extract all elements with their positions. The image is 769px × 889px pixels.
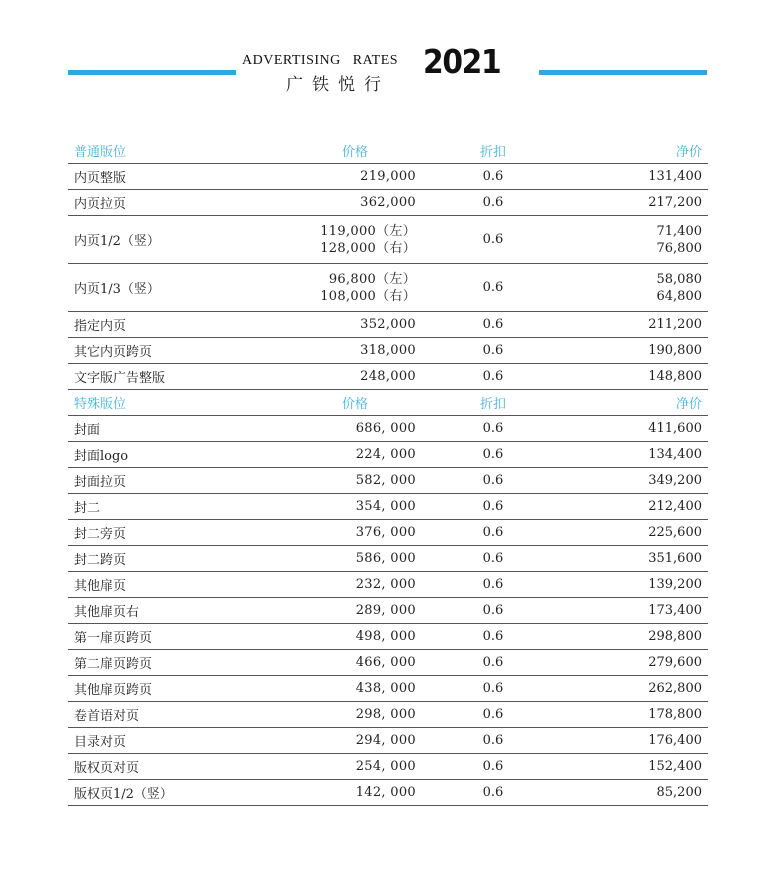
net-line: 349,200	[648, 473, 702, 488]
section-header-row	[68, 390, 708, 416]
price-line: 686, 000	[355, 421, 416, 436]
cell-placement: 卷首语对页	[74, 709, 140, 724]
cell-discount: 0.6	[482, 473, 504, 488]
cell-placement: 版权页1/2（竖）	[74, 787, 173, 802]
cell-discount: 0.6	[482, 551, 504, 566]
cell-net	[572, 338, 702, 363]
column-header-name: 特殊版位	[74, 397, 127, 412]
cell-net	[572, 754, 702, 779]
net-line: 212,400	[648, 499, 702, 514]
cell-net	[572, 728, 702, 753]
cell-net	[572, 598, 702, 623]
cell-discount: 0.6	[482, 733, 504, 748]
cell-net	[572, 780, 702, 805]
cell-price	[306, 598, 416, 623]
column-header-net: 净价	[675, 145, 702, 160]
cell-placement: 内页整版	[74, 171, 127, 186]
price-line: 224, 000	[355, 447, 416, 462]
rates-table	[68, 138, 708, 806]
cell-price	[306, 676, 416, 701]
net-line: 71,400	[656, 223, 702, 239]
column-header-price: 价格	[341, 397, 368, 412]
cell-net	[572, 494, 702, 519]
net-line: 139,200	[648, 577, 702, 592]
cell-discount: 0.6	[482, 169, 504, 184]
net-line: 411,600	[648, 421, 702, 436]
cell-placement: 封面logo	[74, 449, 129, 464]
cell-price	[306, 780, 416, 805]
cell-discount: 0.6	[482, 343, 504, 358]
cell-discount: 0.6	[482, 577, 504, 592]
table-row	[68, 780, 708, 806]
net-line: 85,200	[656, 785, 702, 800]
price-line: 582, 000	[355, 473, 416, 488]
price-line: 352,000	[360, 317, 416, 332]
cell-placement: 其他扉页右	[74, 605, 140, 620]
cell-price	[306, 190, 416, 215]
table-row	[68, 728, 708, 754]
net-line: 225,600	[648, 525, 702, 540]
table-row	[68, 264, 708, 312]
cell-discount: 0.6	[482, 681, 504, 696]
cell-placement: 其他扉页	[74, 579, 127, 594]
table-row	[68, 494, 708, 520]
table-row	[68, 546, 708, 572]
table-row	[68, 754, 708, 780]
cell-placement: 目录对页	[74, 735, 127, 750]
cell-price	[306, 416, 416, 441]
cell-net	[572, 364, 702, 389]
cell-net	[572, 312, 702, 337]
price-line: 254, 000	[355, 759, 416, 774]
cell-net	[572, 416, 702, 441]
header-accent-bar-right	[539, 70, 707, 75]
cell-discount: 0.6	[482, 195, 504, 210]
table-row	[68, 190, 708, 216]
net-line: 190,800	[648, 343, 702, 358]
price-line: 362,000	[360, 195, 416, 210]
table-row	[68, 598, 708, 624]
price-line: 108,000（右）	[320, 288, 416, 304]
table-row	[68, 216, 708, 264]
header-accent-bar-left	[68, 70, 236, 75]
net-line: 148,800	[648, 369, 702, 384]
cell-price	[306, 468, 416, 493]
table-row	[68, 338, 708, 364]
rates-label: ADVERTISING RATES	[242, 53, 399, 68]
table-row	[68, 650, 708, 676]
net-line: 173,400	[648, 603, 702, 618]
cell-placement: 封二跨页	[74, 553, 127, 568]
price-line: 318,000	[360, 343, 416, 358]
cell-placement: 封二旁页	[74, 527, 127, 542]
cell-placement: 第二扉页跨页	[74, 657, 153, 672]
cell-discount: 0.6	[482, 280, 504, 295]
net-line: 262,800	[648, 681, 702, 696]
cell-discount: 0.6	[482, 707, 504, 722]
table-row	[68, 312, 708, 338]
net-line: 351,600	[648, 551, 702, 566]
cell-net	[572, 624, 702, 649]
cell-discount: 0.6	[482, 525, 504, 540]
cell-placement: 第一扉页跨页	[74, 631, 153, 646]
cell-discount: 0.6	[482, 369, 504, 384]
net-line: 217,200	[648, 195, 702, 210]
price-line: 289, 000	[355, 603, 416, 618]
table-row	[68, 624, 708, 650]
net-line: 131,400	[648, 169, 702, 184]
cell-price	[306, 728, 416, 753]
cell-price	[306, 754, 416, 779]
column-header-discount: 折扣	[479, 397, 506, 412]
cell-net	[572, 650, 702, 675]
cell-price	[306, 164, 416, 189]
cell-price	[306, 338, 416, 363]
net-line: 298,800	[648, 629, 702, 644]
cell-placement: 其他扉页跨页	[74, 683, 153, 698]
magazine-title: 广铁悦行	[286, 75, 390, 95]
cell-net	[572, 190, 702, 215]
price-line: 128,000（右）	[320, 240, 416, 256]
price-line: 466, 000	[355, 655, 416, 670]
cell-discount: 0.6	[482, 759, 504, 774]
cell-placement: 版权页对页	[74, 761, 140, 776]
cell-net	[572, 572, 702, 597]
net-line: 152,400	[648, 759, 702, 774]
net-line: 76,800	[656, 240, 702, 256]
cell-discount: 0.6	[482, 785, 504, 800]
cell-net	[572, 676, 702, 701]
price-line: 438, 000	[355, 681, 416, 696]
cell-placement: 内页1/2（竖）	[74, 234, 160, 249]
price-line: 142, 000	[355, 785, 416, 800]
cell-price	[306, 572, 416, 597]
table-row	[68, 520, 708, 546]
cell-placement: 封面拉页	[74, 475, 127, 490]
price-line: 498, 000	[355, 629, 416, 644]
price-line: 219,000	[360, 169, 416, 184]
cell-price	[306, 494, 416, 519]
net-line: 178,800	[648, 707, 702, 722]
price-line: 248,000	[360, 369, 416, 384]
cell-discount: 0.6	[482, 421, 504, 436]
cell-placement: 文字版广告整版	[74, 371, 166, 386]
cell-placement: 内页拉页	[74, 197, 127, 212]
table-row	[68, 364, 708, 390]
price-line: 232, 000	[355, 577, 416, 592]
table-row	[68, 676, 708, 702]
cell-price	[306, 264, 416, 311]
cell-net	[572, 520, 702, 545]
cell-net	[572, 546, 702, 571]
cell-discount: 0.6	[482, 447, 504, 462]
net-line: 134,400	[648, 447, 702, 462]
cell-placement: 内页1/3（竖）	[74, 282, 160, 297]
net-line: 211,200	[648, 317, 702, 332]
price-line: 96,800（左）	[328, 271, 416, 287]
section-header-row	[68, 138, 708, 164]
table-row	[68, 572, 708, 598]
cell-net	[572, 468, 702, 493]
column-header-net: 净价	[675, 397, 702, 412]
price-line: 119,000（左）	[320, 223, 416, 239]
net-line: 64,800	[656, 288, 702, 304]
net-line: 279,600	[648, 655, 702, 670]
cell-price	[306, 650, 416, 675]
cell-net	[572, 702, 702, 727]
cell-discount: 0.6	[482, 603, 504, 618]
cell-discount: 0.6	[482, 317, 504, 332]
cell-price	[306, 312, 416, 337]
net-line: 176,400	[648, 733, 702, 748]
table-row	[68, 702, 708, 728]
table-row	[68, 442, 708, 468]
price-line: 294, 000	[355, 733, 416, 748]
cell-discount: 0.6	[482, 655, 504, 670]
cell-price	[306, 216, 416, 263]
price-line: 586, 000	[355, 551, 416, 566]
column-header-discount: 折扣	[479, 145, 506, 160]
cell-discount: 0.6	[482, 629, 504, 644]
table-row	[68, 468, 708, 494]
column-header-price: 价格	[341, 145, 368, 160]
table-row	[68, 416, 708, 442]
cell-placement: 封面	[74, 423, 101, 438]
column-header-name: 普通版位	[74, 145, 127, 160]
cell-placement: 封二	[74, 501, 101, 516]
cell-placement: 其它内页跨页	[74, 345, 153, 360]
net-line: 58,080	[656, 271, 702, 287]
cell-discount: 0.6	[482, 499, 504, 514]
year-label: 2021	[423, 42, 501, 81]
cell-net	[572, 164, 702, 189]
cell-discount: 0.6	[482, 232, 504, 247]
page-header	[0, 0, 769, 110]
cell-net	[572, 442, 702, 467]
cell-net	[572, 216, 702, 263]
cell-net	[572, 264, 702, 311]
price-line: 354, 000	[355, 499, 416, 514]
cell-placement: 指定内页	[74, 319, 127, 334]
cell-price	[306, 546, 416, 571]
cell-price	[306, 364, 416, 389]
table-row	[68, 164, 708, 190]
cell-price	[306, 624, 416, 649]
price-line: 376, 000	[355, 525, 416, 540]
cell-price	[306, 442, 416, 467]
cell-price	[306, 702, 416, 727]
cell-price	[306, 520, 416, 545]
price-line: 298, 000	[355, 707, 416, 722]
